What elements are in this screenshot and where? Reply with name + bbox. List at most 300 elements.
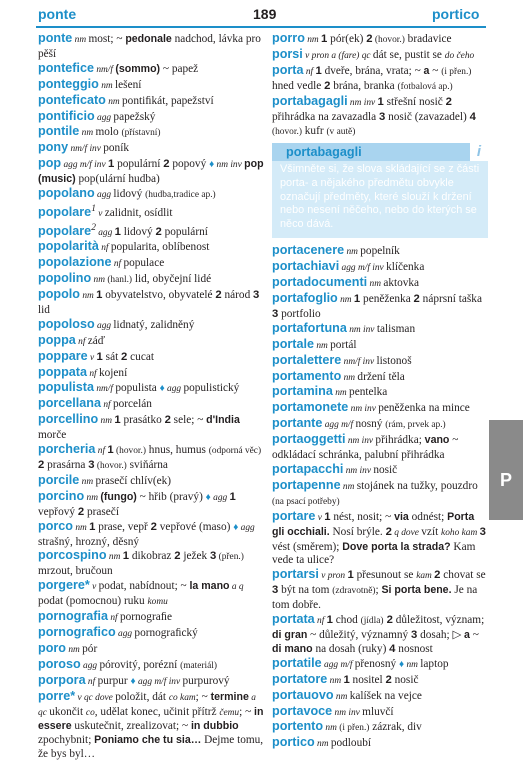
translation: mrzout, bručoun	[38, 565, 113, 578]
dictionary-entry	[272, 510, 488, 569]
grammar-label: nf	[95, 446, 108, 457]
headword[interactable]: portapacchi	[272, 462, 344, 476]
headword[interactable]: popolazione	[38, 255, 112, 270]
translation: bradavice	[404, 33, 452, 45]
headword[interactable]: popolino	[38, 271, 92, 286]
grammar-label: nm inv	[345, 436, 376, 447]
grammar-label: v qc dove	[75, 692, 116, 703]
translation: mluvčí	[362, 705, 394, 718]
translation: most; ~	[88, 33, 126, 45]
grammar-label: nm/f	[93, 384, 116, 395]
translation: ; ~	[239, 705, 255, 718]
note: (přen.)	[216, 552, 244, 563]
translation: podloubí	[330, 737, 372, 750]
translation: Nosí brýle.	[329, 525, 386, 538]
phrase: termine	[210, 690, 249, 703]
translation: papežský	[113, 110, 156, 123]
headword[interactable]: portatore	[272, 671, 328, 686]
headword[interactable]: pop	[38, 156, 62, 171]
right-column-bottom-entries	[272, 244, 488, 752]
translation: dikobraz	[129, 550, 175, 563]
headword[interactable]: portauovo	[272, 687, 334, 702]
headword[interactable]: portafoglio	[272, 291, 338, 306]
phrase: (fungo)	[100, 490, 137, 503]
headword[interactable]: porro	[272, 31, 305, 45]
dictionary-entry	[272, 276, 488, 292]
dictionary-entry	[38, 626, 264, 642]
sense-number: 1	[107, 444, 114, 457]
grammar-label: nm inv	[214, 160, 245, 171]
dictionary-entry	[38, 125, 264, 141]
phrase: di gran	[272, 628, 308, 641]
headword[interactable]: portamento	[272, 368, 342, 383]
grammar-label: nf	[111, 259, 124, 270]
sense-number: 1	[326, 614, 333, 627]
dictionary-entry	[272, 433, 488, 463]
translation: pórovitý, porézní	[99, 658, 181, 671]
translation: být na tom	[278, 584, 333, 597]
note: (hudba,tradice ap.)	[145, 190, 216, 201]
note: (materiál)	[180, 660, 218, 671]
grammar-label: nm inv	[347, 97, 378, 108]
note: (jídla)	[360, 616, 384, 627]
grammar-label: a qc	[38, 692, 256, 718]
sense-number: 1	[377, 95, 384, 108]
phrase: vano	[424, 434, 450, 447]
dictionary-entry	[38, 397, 264, 413]
dictionary-entry	[272, 354, 488, 370]
translation: prasátko	[120, 414, 165, 427]
note: (fotbalová ap.)	[397, 81, 453, 92]
grammar-label: nm	[367, 279, 384, 290]
headword[interactable]: portadocumenti	[272, 275, 368, 290]
translation: podat (pomocnou) ruku	[38, 595, 148, 608]
note: (odporná věc)	[208, 446, 262, 457]
translation: pontiﬁkát, papežství	[122, 94, 214, 107]
dictionary-entry	[38, 642, 264, 658]
headword[interactable]: portare	[272, 508, 316, 523]
grammar-label: nm	[404, 659, 421, 670]
sense-number: 2	[174, 550, 181, 563]
headword[interactable]: poppa	[38, 332, 76, 347]
translation: střešní nosič	[383, 95, 446, 108]
grammar-label: nf	[303, 66, 316, 77]
translation: lešení	[115, 78, 142, 91]
sense-number: 1	[343, 673, 350, 686]
header-last-entry: portico	[432, 6, 480, 22]
headword[interactable]: portico	[272, 735, 315, 750]
translation: portál	[330, 338, 357, 351]
usage-note-title	[272, 143, 488, 161]
headword[interactable]: popolarità	[38, 239, 99, 254]
dictionary-entry	[38, 350, 264, 366]
dictionary-entry	[38, 78, 264, 94]
phrase: via	[394, 510, 409, 523]
translation: molo	[95, 126, 122, 139]
headword[interactable]: pony	[38, 140, 69, 155]
page-number: 189	[253, 6, 277, 22]
headword[interactable]: portapenne	[272, 477, 341, 492]
dictionary-entry	[38, 110, 264, 126]
translation: prase, vepř	[95, 520, 151, 533]
usage-note-title-text: portabagagli	[286, 145, 362, 160]
sense-number: 2	[385, 673, 392, 686]
grammar-label: v	[315, 512, 325, 523]
sense-number: 1	[89, 520, 96, 533]
dictionary-entry	[38, 62, 264, 78]
translation: hned vedle	[272, 79, 325, 92]
grammar-label: agg m/f	[321, 659, 355, 670]
grammar-label: agg	[238, 522, 255, 533]
headword[interactable]: popolano	[38, 186, 95, 201]
grammar-label: agg	[210, 492, 230, 503]
grammar-label: nm	[65, 644, 83, 655]
translation: dveře, brána, vrata; ~	[321, 64, 424, 77]
dictionary-entry	[272, 689, 488, 705]
dictionary-entry	[38, 272, 264, 288]
sense-number: 2	[445, 95, 452, 108]
translation: chod	[332, 614, 361, 627]
grammar-label: agg	[164, 384, 184, 395]
headword[interactable]: portata	[272, 612, 315, 627]
translation: ~ hřib (pravý)	[136, 490, 206, 503]
translation: vepřový	[38, 505, 78, 518]
sense-number: 3	[88, 459, 95, 471]
headword[interactable]: portante	[272, 416, 323, 431]
dictionary-entry	[272, 322, 488, 338]
translation: vepřové (maso)	[156, 520, 234, 533]
translation: popularita, oblíbenost	[110, 241, 210, 254]
translation: ~ odkládací schránka, palubní přihrádka	[272, 434, 459, 462]
headword[interactable]: portaoggetti	[272, 432, 346, 447]
headword[interactable]: ponteﬁce	[38, 60, 94, 75]
headword[interactable]: porpora	[38, 672, 86, 687]
translation: záď	[87, 334, 106, 347]
translation: lidnatý, zalidněný	[113, 318, 195, 331]
headword[interactable]: portarsi	[272, 567, 319, 582]
headword[interactable]: porcile	[38, 472, 80, 487]
headword[interactable]: portafortuna	[272, 320, 347, 335]
grammar-label: nm	[79, 291, 97, 302]
translation: přesunout se	[353, 569, 417, 582]
dictionary-entry	[272, 64, 488, 95]
translation: držení těla	[357, 370, 405, 383]
translation: strašný, hrozný, děsný	[38, 535, 140, 548]
grammar-label: co kam	[168, 692, 196, 703]
grammar-label: nf	[98, 243, 111, 254]
grammar-label: nm	[72, 522, 90, 533]
headword[interactable]: porcino	[38, 488, 85, 503]
translation: popelník	[360, 245, 400, 258]
dictionary-entry	[272, 657, 488, 673]
translation: přenosný	[354, 657, 400, 670]
grammar-label: nm inv	[348, 404, 379, 415]
headword[interactable]: portamonete	[272, 400, 349, 415]
sense-number: 2	[121, 350, 128, 363]
sense-number: 2	[324, 79, 331, 92]
translation: ;	[375, 584, 382, 597]
phrase: di mano	[272, 642, 313, 655]
dictionary-entry	[38, 381, 264, 397]
header-first-entry: ponte	[38, 6, 77, 22]
headword[interactable]: pontile	[38, 124, 80, 139]
grammar-label: koho kam	[441, 527, 480, 538]
diamond-icon: ♦	[159, 383, 165, 395]
headword[interactable]: populista	[38, 380, 94, 395]
dictionary-entry	[272, 370, 488, 386]
grammar-label: komu	[147, 597, 168, 608]
grammar-label: nf	[75, 336, 88, 347]
grammar-label: nm	[341, 372, 358, 383]
grammar-label: nm inv	[332, 707, 363, 718]
translation: sele; ~	[170, 414, 207, 427]
sense-number: 3	[479, 525, 486, 538]
grammar-label: nf	[107, 613, 120, 624]
translation: populista	[115, 382, 160, 395]
translation: nositel	[349, 673, 386, 686]
headword[interactable]: porre*	[38, 688, 76, 703]
dictionary-entry	[272, 401, 488, 417]
sense-number: 1	[353, 293, 361, 306]
headword[interactable]: portamina	[272, 384, 333, 399]
note: (hovor.)	[113, 446, 146, 457]
grammar-label: agg m/f inv	[339, 263, 387, 274]
grammar-label: agg	[94, 190, 114, 201]
headword[interactable]: popoloso	[38, 316, 95, 331]
translation: , udělat konec, učinit přítrž	[94, 705, 220, 718]
grammar-label: do čeho	[444, 50, 475, 61]
translation: ~	[469, 628, 479, 641]
dictionary-entry	[272, 613, 488, 657]
headword[interactable]: pontiﬁcio	[38, 108, 95, 123]
translation: uskutečnit, zrealizovat; ~	[71, 720, 191, 733]
translation: lidový	[120, 225, 156, 238]
headword[interactable]: popolo	[38, 287, 80, 302]
dictionary-entry	[272, 338, 488, 354]
sense-number: 1	[96, 289, 103, 302]
grammar-label: nm	[72, 35, 89, 45]
thumb-index-tab[interactable]	[489, 420, 523, 520]
note: (hovor.)	[94, 461, 127, 471]
dictionary-entry	[272, 673, 488, 689]
grammar-label: nm/f	[93, 64, 116, 75]
translation: kalíšek na vejce	[349, 689, 422, 702]
grammar-label: v	[95, 208, 105, 219]
sense-number: 1	[107, 158, 115, 171]
grammar-label: a q	[229, 582, 244, 593]
grammar-label: agg m/f	[322, 420, 356, 431]
grammar-label: nm	[79, 476, 96, 487]
dictionary-entry	[38, 256, 264, 272]
grammar-label: agg	[80, 660, 100, 671]
headword[interactable]: portacenere	[272, 243, 345, 258]
headword[interactable]: portavoce	[272, 703, 333, 718]
phrase: a	[463, 628, 470, 641]
grammar-label: nm/f inv	[68, 144, 104, 155]
translation: nosič (zavazadel)	[385, 110, 470, 123]
grammar-label: nf	[314, 616, 327, 627]
translation: prasečí	[84, 505, 119, 518]
sense-number: 1	[315, 64, 322, 77]
translation: pentelka	[349, 386, 388, 399]
page-header	[0, 4, 523, 28]
translation: položit, dát	[115, 690, 169, 703]
usage-note-box	[272, 143, 488, 238]
translation: portfolio	[278, 307, 321, 320]
sense-number: 2	[434, 569, 441, 582]
headword[interactable]: poppata	[38, 364, 87, 379]
dictionary-entry	[38, 32, 264, 62]
info-icon: i	[470, 143, 488, 161]
usage-note-body: Všimněte si, že slova skládající se z části porta- a nějakého předmětu obvykle označují předměty, které slouží k držení nebo nesení něčeho, nebo do kterých se něco dává.	[280, 163, 480, 230]
grammar-label: agg m/f inv	[61, 160, 108, 171]
translation: kufr	[301, 125, 327, 138]
translation: nosič	[391, 673, 419, 686]
headword[interactable]: poro	[38, 640, 66, 655]
headword[interactable]: popolare	[38, 204, 92, 219]
translation: odnést;	[408, 510, 448, 523]
sense-number: 1	[347, 569, 354, 582]
translation: lid	[38, 303, 50, 316]
grammar-label: agg	[95, 227, 115, 238]
headword[interactable]: poppare	[38, 348, 88, 363]
headword[interactable]: porta	[272, 62, 304, 77]
translation: pór	[82, 642, 98, 655]
headword[interactable]: porgere*	[38, 578, 90, 593]
dictionary-entry	[38, 334, 264, 350]
grammar-label: nf	[85, 676, 98, 687]
phrase: Porta gli occhiali.	[272, 510, 475, 538]
headword[interactable]: ponte	[38, 31, 73, 45]
phrase: la mano	[189, 580, 230, 593]
grammar-label: nm	[344, 247, 361, 258]
headword[interactable]: porco	[38, 518, 73, 533]
header-rule	[36, 26, 486, 28]
translation: klíčenka	[386, 261, 425, 274]
translation: dosah;	[417, 628, 453, 641]
translation: ukončit	[49, 705, 86, 718]
headword[interactable]: portento	[272, 719, 324, 734]
phrase: pedonale	[125, 33, 172, 45]
translation: poník	[103, 142, 129, 155]
dictionary-entry	[38, 610, 264, 626]
headword[interactable]: porcellana	[38, 396, 101, 411]
translation: nadchod, lávka pro pěší	[38, 33, 261, 60]
dictionary-entry	[38, 157, 264, 187]
dictionary-entry	[38, 658, 264, 674]
headword[interactable]: portale	[272, 336, 314, 351]
sense-number: 1	[114, 414, 121, 427]
grammar-label: nm	[79, 128, 96, 139]
dictionary-entry	[272, 95, 488, 141]
headword[interactable]: porsi	[272, 46, 303, 61]
note: (hovor.)	[272, 127, 302, 138]
headword[interactable]: poroso	[38, 656, 81, 671]
grammar-label: nm	[323, 723, 340, 734]
translation: cucat	[127, 350, 154, 363]
sense-number: 2	[77, 505, 85, 518]
translation: přihrádka na zavazadla	[272, 110, 379, 123]
sense-number: 1	[114, 225, 121, 238]
grammar-label: kam	[416, 571, 435, 582]
thumb-index-letter: P	[499, 470, 512, 490]
note: (i přen.)	[339, 723, 370, 734]
translation: morče	[38, 429, 67, 442]
headword[interactable]: ponteggio	[38, 76, 99, 91]
note: (hovor.)	[372, 35, 405, 45]
sense-number: 2	[366, 33, 373, 45]
sense-number: 3	[253, 289, 260, 302]
headword[interactable]: pornograﬁco	[38, 624, 116, 639]
translation: sát	[102, 350, 122, 363]
headword[interactable]: portachiavi	[272, 259, 340, 274]
headword[interactable]: porcellino	[38, 412, 99, 427]
dictionary-entry	[272, 292, 488, 322]
dictionary-entry	[38, 94, 264, 110]
translation: ; ~	[195, 690, 211, 703]
grammar-label: nm	[98, 80, 116, 91]
grammar-label: v	[89, 582, 99, 593]
translation: na dosah (ruky)	[312, 642, 390, 655]
sense-number: 2	[215, 289, 222, 302]
translation: chovat se	[440, 569, 486, 582]
translation: listonoš	[376, 354, 412, 367]
dictionary-entry	[38, 187, 264, 203]
dictionary-entry	[38, 490, 264, 520]
translation: ~ důležitý, významný	[307, 628, 412, 641]
phrase: pop (music)	[38, 158, 264, 186]
translation: populace	[123, 257, 165, 270]
headword[interactable]: portabagagli	[272, 93, 348, 108]
headword[interactable]: porcheria	[38, 442, 96, 457]
dictionary-entry	[38, 579, 264, 610]
note: (i přen.)	[441, 66, 472, 77]
sense-number: 2	[155, 225, 162, 238]
translation: lidový	[113, 188, 146, 201]
homograph-number: 2	[91, 222, 96, 233]
grammar-label: nf	[86, 368, 99, 379]
sense-number: 3	[272, 307, 279, 320]
phrase: a	[423, 64, 430, 77]
sense-number: 2	[383, 614, 393, 627]
phrase: in dubbio	[190, 720, 239, 733]
translation: prasečí chlív(ek)	[95, 474, 172, 487]
note: (přístavní)	[121, 128, 161, 139]
translation: purpur	[97, 674, 131, 687]
headword[interactable]: ponteﬁcato	[38, 92, 106, 107]
headword[interactable]: porcospino	[38, 548, 107, 563]
sense-number: 2	[413, 293, 420, 306]
headword[interactable]: popolare	[38, 223, 92, 238]
phrase: Dove porta la strada?	[342, 540, 451, 553]
translation: talisman	[376, 322, 416, 335]
right-column	[272, 32, 488, 752]
translation: purpurový	[182, 674, 230, 687]
sense-number: 4	[469, 110, 476, 123]
dictionary-entry	[272, 705, 488, 721]
phrase: Poniamo che tu sia…	[94, 734, 202, 747]
translation: pop(ulární hudba)	[75, 173, 160, 186]
grammar-label: agg	[115, 628, 135, 639]
headword[interactable]: pornograﬁa	[38, 609, 108, 624]
dictionary-entry	[38, 203, 264, 222]
note: (zdravotně)	[332, 586, 376, 597]
grammar-label: nm	[337, 295, 354, 306]
headword[interactable]: portalettere	[272, 352, 342, 367]
headword[interactable]: portatile	[272, 655, 322, 670]
sense-number: 3	[209, 550, 217, 563]
translation: pornograﬁe	[119, 611, 173, 624]
